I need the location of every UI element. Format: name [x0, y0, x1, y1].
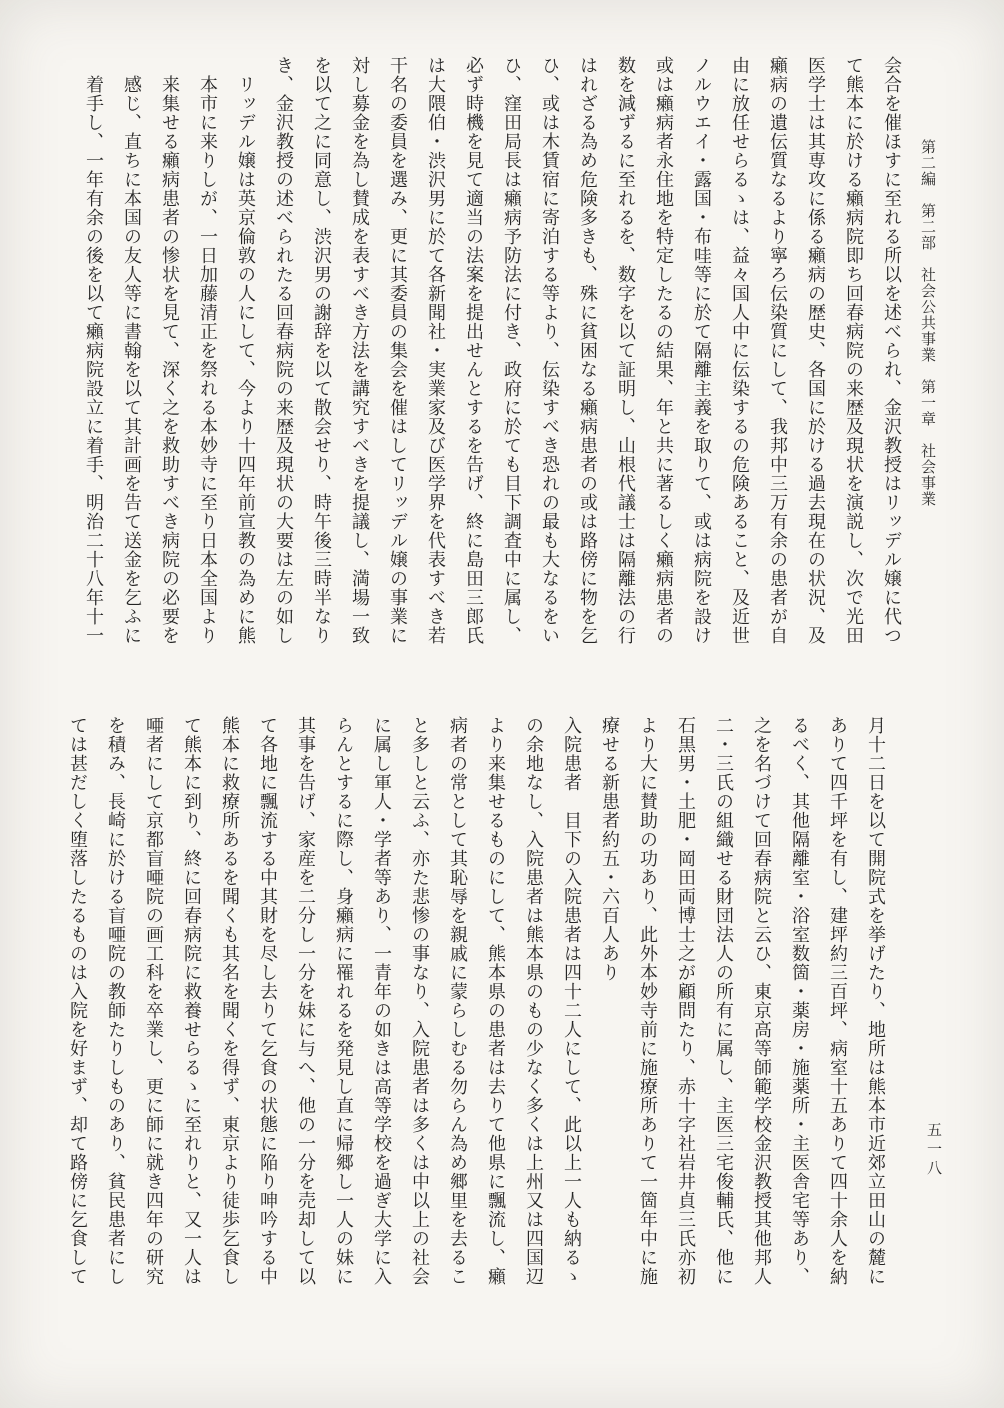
text-column: 必ず時機を見て適当の法案を提出せんとするを告げ、終に島田三郎氏	[463, 56, 484, 645]
text-column: 会合を催ほすに至れる所以を述べられ、金沢教授はリッデル嬢に代つ	[881, 56, 902, 645]
text-column: 入院患者 目下の入院患者は四十二人にして、此以上一人も納るゝ	[561, 716, 582, 1286]
text-column: ひ、窪田局長は癩病予防法に付き、政府に於ても目下調査中に属し、	[501, 56, 522, 645]
text-column: て熊本に到り、終に回春病院に救養せらるゝに至れりと、又一人は	[181, 716, 202, 1286]
text-column: 或は癩病者永住地を特定したるの結果、年と共に著るしく癩病患者の	[653, 56, 674, 645]
page-number: 五一八	[925, 1122, 943, 1179]
text-column: 病者の常として其恥辱を親戚に蒙らしむる勿らん為め郷里を去るこ	[447, 716, 468, 1286]
text-column: ありて四千坪を有し、建坪約三百坪、病室十五ありて四十余人を納	[827, 716, 848, 1286]
text-column: 二・三氏の組織せる財団法人の所有に属し、主医三宅俊輔氏、他に	[713, 716, 734, 1286]
text-column: 熊本に救療所あるを聞くも其名を聞くを得ず、東京より徒歩乞食し	[219, 716, 240, 1286]
text-column: を積み、長崎に於ける盲唖院の教師たりしものあり、貧民患者にし	[105, 716, 126, 1286]
text-column: 本市に来りしが、一日加藤清正を祭れる本妙寺に至り日本全国より	[197, 75, 218, 645]
text-column: より大に賛助の功あり、此外本妙寺前に施療所ありて一箇年中に施	[637, 716, 658, 1286]
text-column: て熊本に於ける癩病院即ち回春病院の来歴及現状を演説し、次で光田	[843, 56, 864, 645]
text-column: 対し募金を為し賛成を表すべき方法を講究すべきを提議し、満場一致	[349, 56, 370, 645]
text-column: 数を減ずるに至れるを、数字を以て証明し、山根代議士は隔離法の行	[615, 56, 636, 645]
text-column: 由に放任せらるゝは、益々国人中に伝染するの危険あること、及近世	[729, 56, 750, 645]
text-column: るべく、其他隔離室・浴室数箇・薬房・施薬所・主医舎宅等あり、	[789, 716, 810, 1286]
text-column: き、金沢教授の述べられたる回春病院の来歴及現状の大要は左の如し	[273, 56, 294, 645]
text-column: 癩病の遺伝質なるより寧ろ伝染質にして、我邦中三万有余の患者が自	[767, 56, 788, 645]
text-column: ノルウエイ・露国・布哇等に於て隔離主義を取りて、或は病院を設け	[691, 56, 712, 645]
text-column: リッデル嬢は英京倫敦の人にして、今より十四年前宣教の為めに熊	[235, 75, 256, 645]
text-column: 石黒男・土肥・岡田両博士之が顧問たり、赤十字社岩井貞三氏亦初	[675, 716, 696, 1286]
text-column: は大隈伯・渋沢男に於て各新聞社・実業家及び医学界を代表すべき若	[425, 56, 446, 645]
text-column: を以て之に同意し、渋沢男の謝辞を以て散会せり、時午後三時半なり	[311, 56, 332, 645]
text-column: らんとするに際し、身癩病に罹れるを発見し直に帰郷し一人の妹に	[333, 716, 354, 1286]
text-column: ては甚だしく堕落したるものは入院を好まず、却て路傍に乞食して	[67, 716, 88, 1286]
text-column: と多しと云ふ、亦た悲惨の事なり、入院患者は多くは中以上の社会	[409, 716, 430, 1286]
text-column: ひ、或は木賃宿に寄泊する等より、伝染すべき恐れの最も大なるをい	[539, 56, 560, 645]
text-column: より来集せるものにして、熊本県の患者は去りて他県に飄流し、癩	[485, 716, 506, 1286]
bottom-text-block	[58, 716, 894, 1302]
text-column: に属し軍人・学者等あり、一青年の如きは高等学校を過ぎ大学に入	[371, 716, 392, 1286]
text-column: 医学士は其専攻に係る癩病の歴史、各国に於ける過去現在の状況、及	[805, 56, 826, 645]
text-column: 其事を告げ、家産を二分し一分を妹に与へ、他の一分を売却して以	[295, 716, 316, 1286]
text-column: 唖者にして京都盲唖院の画工科を卒業し、更に師に就き四年の研究	[143, 716, 164, 1286]
running-head: 第二編 第二部 社会公共事業 第一章 社会事業	[919, 139, 937, 507]
text-column: 月十二日を以て開院式を挙げたり、地所は熊本市近郊立田山の麓に	[865, 716, 886, 1286]
text-column: 療せる新患者約五・六百人あり	[599, 716, 620, 982]
text-column: 干名の委員を選み、更に其委員の集会を催はしてリッデル嬢の事業に	[387, 56, 408, 645]
text-column: の余地なし、入院患者は熊本県のもの少なく多くは上州又は四国辺	[523, 716, 544, 1286]
text-column: 之を名づけて回春病院と云ひ、東京高等師範学校金沢教授其他邦人	[751, 716, 772, 1286]
top-text-block	[74, 56, 910, 656]
text-column: 来集せる癩病患者の惨状を見て、深く之を救助すべき病院の必要を	[159, 75, 180, 645]
text-column: はれざる為め危険多きも、殊に貧困なる癩病患者の或は路傍に物を乞	[577, 56, 598, 645]
text-column: て各地に飄流する中其財を尽し去りて乞食の状態に陥り呻吟する中	[257, 716, 278, 1286]
text-column: 感じ、直ちに本国の友人等に書翰を以て其計画を告て送金を乞ふに	[121, 75, 142, 645]
text-column: 着手し、一年有余の後を以て癩病院設立に着手、明治二十八年十一	[83, 75, 104, 645]
